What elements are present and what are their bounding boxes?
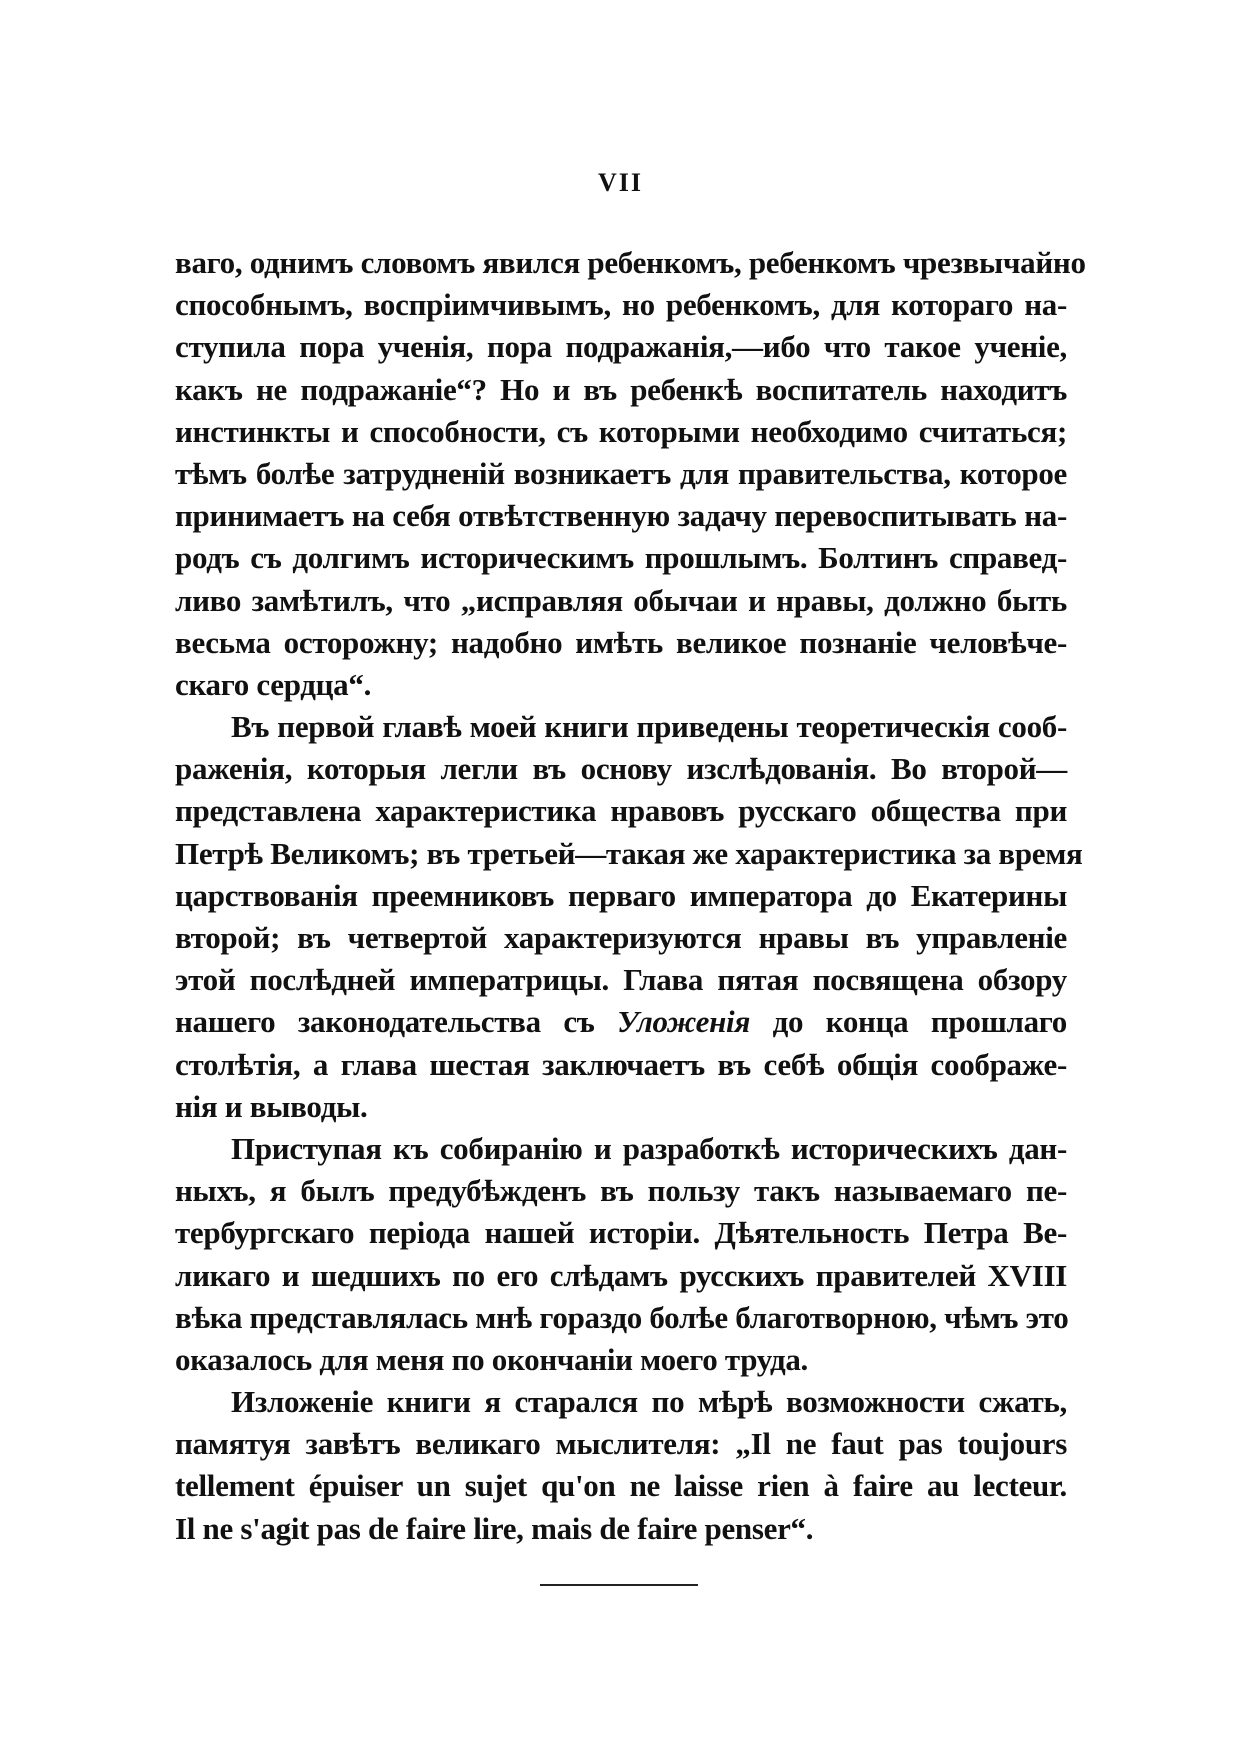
text-line: Петрѣ Великомъ; въ третьей—такая же характеристика за время: [175, 835, 1083, 871]
text-line: памятуя завѣтъ великаго мыслителя: „Il ne faut pas toujours: [175, 1426, 1067, 1462]
text-line: скаго сердца“.: [175, 666, 372, 702]
text-line: способнымъ, воспріимчивымъ, но ребенкомъ, для котораго на-: [175, 287, 1067, 323]
end-rule-divider: [540, 1584, 698, 1586]
text-line: tellement épuiser un sujet qu'on ne laisse rien à faire au lecteur.: [175, 1468, 1067, 1504]
italic-title: Уложенія: [617, 1004, 751, 1040]
paragraph: [175, 706, 1083, 1128]
text-line: ликаго и шедшихъ по его слѣдамъ русскихъ правителей XVIII: [175, 1257, 1067, 1293]
text-line: нашего законодательства съ Уложенія до конца прошлаго: [175, 1004, 1067, 1040]
text-line: раженія, которыя легли въ основу изслѣдованія. Во второй—: [175, 751, 1067, 787]
text-line: царствованія преемниковъ перваго императора до Екатерины: [175, 877, 1067, 913]
paragraph: [175, 1381, 1067, 1550]
text-line: ныхъ, я былъ предубѣжденъ въ пользу такъ называемаго пе-: [175, 1173, 1067, 1209]
text-line: этой послѣдней императрицы. Глава пятая посвящена обзору: [175, 962, 1067, 998]
text-line: ваго, однимъ словомъ явился ребенкомъ, ребенкомъ чрезвычайно: [175, 245, 1086, 280]
text-line: инстинкты и способности, съ которыми необходимо считаться;: [175, 413, 1067, 449]
text-line: оказалось для меня по окончаніи моего труда.: [175, 1341, 809, 1377]
text-line: тербургскаго періода нашей исторіи. Дѣятельность Петра Ве-: [175, 1215, 1067, 1251]
text-line: Il ne s'agit pas de faire lire, mais de faire penser“.: [175, 1510, 814, 1546]
text-line: Въ первой главѣ моей книги приведены теоретическія сооб-: [231, 709, 1067, 745]
text-line: второй; въ четвертой характеризуются нравы въ управленіе: [175, 920, 1067, 955]
text-line: принимаетъ на себя отвѣтственную задачу перевоспитывать на-: [175, 498, 1067, 534]
page-number: VII: [597, 168, 643, 197]
text-line: вѣка представлялась мнѣ гораздо болѣе благотворною, чѣмъ это: [175, 1299, 1069, 1335]
paragraph: [175, 242, 1086, 706]
text-line: столѣтія, а глава шестая заключаетъ въ себѣ общія соображе-: [175, 1046, 1067, 1082]
text-line: тѣмъ болѣе затрудненій возникаетъ для правительства, которое: [175, 455, 1067, 491]
paragraph: [175, 1128, 1067, 1381]
text-line: ступила пора ученія, пора подражанія,—ибо что такое ученіе,: [175, 329, 1067, 365]
text-line: весьма осторожну; надобно имѣть великое познаніе человѣче-: [175, 624, 1067, 660]
text-line: Приступая къ собиранію и разработкѣ историческихъ дан-: [231, 1130, 1067, 1166]
body-text: [175, 242, 1086, 1550]
text-line: ливо замѣтилъ, что „исправляя обычаи и нравы, должно быть: [175, 582, 1067, 618]
text-line: Изложеніе книги я старался по мѣрѣ возможности сжать,: [231, 1384, 1067, 1420]
text-line: какъ не подражаніе“? Но и въ ребенкѣ воспитатель находитъ: [175, 371, 1067, 407]
text-line: нія и выводы.: [175, 1088, 368, 1124]
text-line: родъ съ долгимъ историческимъ прошлымъ. Болтинъ справед-: [175, 540, 1067, 576]
text-line: представлена характеристика нравовъ русскаго общества при: [175, 793, 1067, 829]
